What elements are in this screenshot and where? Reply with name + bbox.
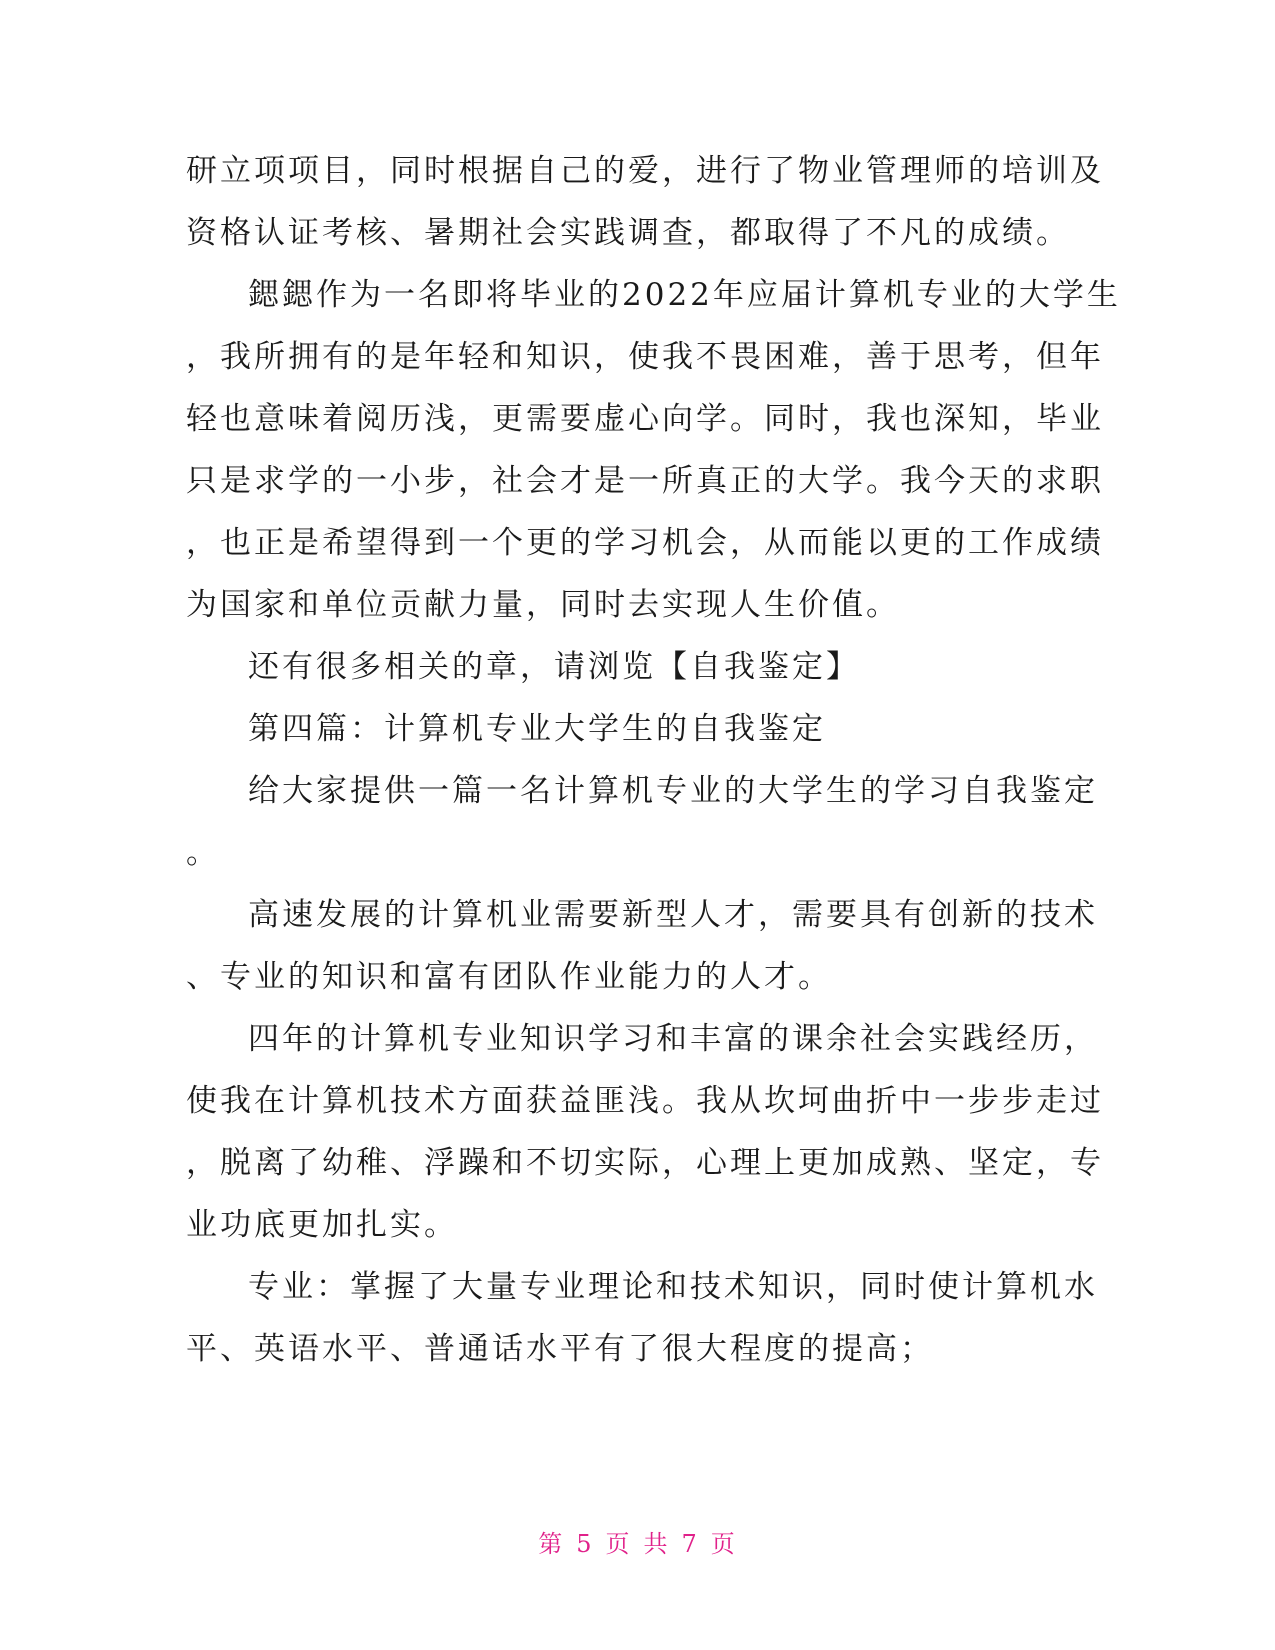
text-line: 业功底更加扎实。 <box>186 1207 458 1243</box>
text-line: 高速发展的计算机业需要新型人才，需要具有创新的技术 <box>248 897 1098 933</box>
page-footer <box>0 1524 1275 1559</box>
text-line: 轻也意味着阅历浅，更需要虚心向学。同时，我也深知，毕业 <box>186 401 1104 437</box>
document-body <box>186 140 1121 1380</box>
text-line: 鍶鍶作为一名即将毕业的2022年应届计算机专业的大学生 <box>248 277 1121 313</box>
text-line: 研立项项目，同时根据自己的爱，进行了物业管理师的培训及 <box>186 153 1104 189</box>
text-line: 四年的计算机专业知识学习和丰富的课余社会实践经历， <box>248 1021 1098 1057</box>
text-line: 。 <box>186 835 220 871</box>
total-label: 共 <box>643 1530 670 1558</box>
text-line: 专业：掌握了大量专业理论和技术知识，同时使计算机水 <box>248 1269 1098 1305</box>
related-articles-line: 还有很多相关的章，请浏览【自我鉴定】 <box>248 649 860 685</box>
text-line: ，也正是希望得到一个更的学习机会，从而能以更的工作成绩 <box>186 525 1104 561</box>
text-line: 、专业的知识和富有团队作业能力的人才。 <box>186 959 832 995</box>
text-line: ，我所拥有的是年轻和知识，使我不畏困难，善于思考，但年 <box>186 339 1104 375</box>
total-pages-number: 7 <box>681 1530 699 1558</box>
text-line: 平、英语水平、普通话水平有了很大程度的提高； <box>186 1331 934 1367</box>
text-line: 给大家提供一篇一名计算机专业的大学生的学习自我鉴定 <box>248 773 1098 809</box>
text-line: 为国家和单位贡献力量，同时去实现人生价值。 <box>186 587 900 623</box>
section-heading: 第四篇：计算机专业大学生的自我鉴定 <box>248 711 826 747</box>
total-unit: 页 <box>710 1530 737 1558</box>
text-line: ，脱离了幼稚、浮躁和不切实际，心理上更加成熟、坚定，专 <box>186 1145 1104 1181</box>
text-line: 使我在计算机技术方面获益匪浅。我从坎坷曲折中一步步走过 <box>186 1083 1104 1119</box>
page-label: 第 <box>538 1530 565 1558</box>
current-page-number: 5 <box>576 1530 594 1558</box>
page-unit: 页 <box>605 1530 632 1558</box>
text-line: 资格认证考核、暑期社会实践调查，都取得了不凡的成绩。 <box>186 215 1070 251</box>
text-line: 只是求学的一小步，社会才是一所真正的大学。我今天的求职 <box>186 463 1104 499</box>
